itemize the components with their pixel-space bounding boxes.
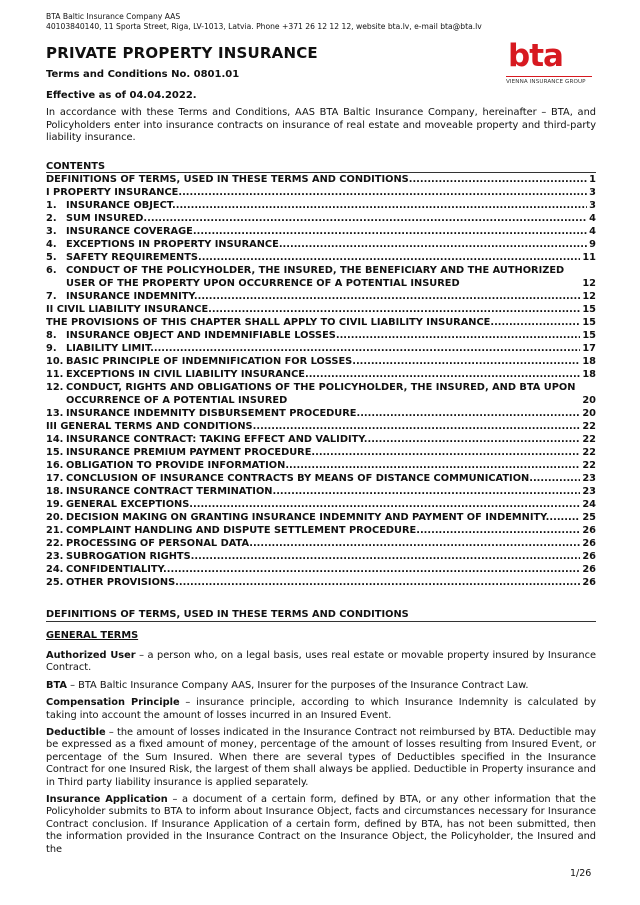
toc-entry-title: III GENERAL TERMS AND CONDITIONS bbox=[46, 421, 253, 432]
toc-leader-dots bbox=[494, 317, 580, 328]
definition-text: – a document of a certain form, defined by BTA, or any other information that the Policyholder submits to BTA to inform about Insurance Object, facts and circumstances necessary for Insurance Contract conclusion. If Insurance Application of a certain form, defined by BTA, has not been submitted, then the information provided in the Insurance Contract on the Insurance Object, the Policyholder, the Insured and the bbox=[46, 794, 596, 855]
toc-entry-number: 17. bbox=[46, 473, 64, 484]
toc-entry-page: 26 bbox=[582, 551, 596, 562]
toc-entry-title: SAFETY REQUIREMENTS bbox=[66, 252, 198, 263]
toc-leader-dots bbox=[253, 421, 581, 432]
toc-entry[interactable] bbox=[46, 199, 596, 212]
toc-entry[interactable] bbox=[46, 485, 596, 498]
toc-entry[interactable] bbox=[46, 446, 596, 459]
toc-leader-dots bbox=[163, 564, 580, 575]
toc-entry-page: 22 bbox=[582, 434, 596, 445]
toc-leader-dots bbox=[249, 538, 580, 549]
logo-divider bbox=[506, 76, 592, 77]
toc-entry-number: 25. bbox=[46, 577, 64, 588]
definition-text: – the amount of losses indicated in the Insurance Contract not reimbursed by BTA. Deductible may be expressed as a fixed amount of money, percentage of the amount of losses resulting from Insured Event, or percentage of the Sum Insured. When there are several types of Deductibles specified in the Insurance Contract for one Insured Risk, the largest of them shall always be applied. Deductible in Property insurance and in Third party liability insurance is applied separately. bbox=[46, 727, 596, 788]
toc-leader-dots bbox=[311, 447, 580, 458]
toc-entry-page: 22 bbox=[582, 460, 596, 471]
toc-leader-dots bbox=[178, 187, 587, 198]
toc-leader-dots bbox=[409, 174, 587, 185]
toc-entry[interactable] bbox=[46, 524, 596, 537]
toc-entry[interactable] bbox=[46, 537, 596, 550]
toc-entry-number: 16. bbox=[46, 460, 64, 471]
effective-date: Effective as of 04.04.2022. bbox=[46, 90, 197, 101]
toc-entry-number: 18. bbox=[46, 486, 64, 497]
toc-entry-page: 15 bbox=[582, 317, 596, 328]
toc-entry-page: 26 bbox=[582, 564, 596, 575]
toc-entry-title: BASIC PRINCIPLE OF INDEMNIFICATION FOR LOSSES bbox=[66, 356, 353, 367]
contents-heading: CONTENTS bbox=[46, 161, 106, 172]
toc-entry-page: 11 bbox=[582, 252, 596, 263]
toc-leader-dots bbox=[305, 369, 580, 380]
toc-entry-number: 19. bbox=[46, 499, 64, 510]
toc-leader-dots bbox=[272, 486, 580, 497]
toc-entry-title: COMPLAINT HANDLING AND DISPUTE SETTLEMENT PROCEDURE bbox=[66, 525, 417, 536]
toc-entry-number: 9. bbox=[46, 343, 57, 354]
toc-leader-dots bbox=[279, 239, 587, 250]
toc-entry-page: 24 bbox=[582, 499, 596, 510]
toc-entry[interactable] bbox=[46, 459, 596, 472]
toc-entry-page: 15 bbox=[582, 304, 596, 315]
toc-entry-number: 13. bbox=[46, 408, 64, 419]
toc-entry-number: 10. bbox=[46, 356, 64, 367]
toc-entry-page: 26 bbox=[582, 577, 596, 588]
toc-entry[interactable] bbox=[46, 563, 596, 576]
toc-entry-number: 5. bbox=[46, 252, 57, 263]
definition-term: Insurance Application bbox=[46, 794, 168, 806]
definition-paragraph bbox=[46, 680, 596, 692]
toc-leader-dots bbox=[191, 551, 581, 562]
toc-entry[interactable] bbox=[46, 251, 596, 264]
toc-entry-page: 25 bbox=[582, 512, 596, 523]
toc-entry-number: 6. bbox=[46, 265, 57, 276]
toc-entry-page: 4 bbox=[589, 213, 596, 224]
toc-entry-title: CONDUCT, RIGHTS AND OBLIGATIONS OF THE POLICYHOLDER, THE INSURED, AND BTA UPON OCCURRENCE OF A POTENTIAL INSURED bbox=[66, 382, 576, 406]
toc-entry-title: SUBROGATION RIGHTS bbox=[66, 551, 191, 562]
toc-entry-page: 12 bbox=[582, 278, 596, 289]
toc-entry[interactable] bbox=[46, 420, 596, 433]
toc-entry-title: INSURANCE COVERAGE bbox=[66, 226, 193, 237]
toc-entry[interactable] bbox=[46, 186, 596, 199]
toc-entry-page: 23 bbox=[582, 473, 596, 484]
definition-paragraph bbox=[46, 697, 596, 722]
toc-entry[interactable] bbox=[46, 550, 596, 563]
toc-entry-number: 11. bbox=[46, 369, 64, 380]
toc-entry-title: PROCESSING OF PERSONAL DATA bbox=[66, 538, 250, 549]
toc-leader-dots bbox=[356, 408, 580, 419]
definition-text: – BTA Baltic Insurance Company AAS, Insurer for the purposes of the Insurance Contract Law. bbox=[66, 679, 529, 691]
toc-entry-title: INSURANCE CONTRACT TERMINATION bbox=[66, 486, 273, 497]
toc-entry-title: CONDUCT OF THE POLICYHOLDER, THE INSURED, THE BENEFICIARY AND THE AUTHORIZED USER OF THE PROPERTY UPON OCCURRENCE OF A POTENTIAL INSURED bbox=[66, 265, 565, 289]
toc-entry-page: 20 bbox=[582, 395, 596, 406]
toc-leader-dots bbox=[336, 330, 581, 341]
toc-leader-dots bbox=[175, 577, 580, 588]
toc-entry[interactable] bbox=[46, 290, 596, 303]
toc-entry[interactable] bbox=[46, 576, 596, 589]
toc-entry[interactable] bbox=[46, 303, 596, 316]
toc-entry-title: THE PROVISIONS OF THIS CHAPTER SHALL APPLY TO CIVIL LIABILITY INSURANCE. bbox=[46, 317, 495, 328]
toc-entry[interactable] bbox=[46, 238, 596, 251]
toc-entry-page: 20 bbox=[582, 408, 596, 419]
logo-word: bta bbox=[508, 38, 563, 74]
toc-leader-dots bbox=[143, 213, 587, 224]
toc-entry-number: 12. bbox=[46, 382, 64, 393]
toc-entry-title: CONFIDENTIALITY bbox=[66, 564, 164, 575]
toc-entry-number: 4. bbox=[46, 239, 57, 250]
toc-entry-title: EXCEPTIONS IN PROPERTY INSURANCE bbox=[66, 239, 279, 250]
toc-entry-number: 15. bbox=[46, 447, 64, 458]
toc-entry[interactable] bbox=[46, 381, 596, 407]
toc-leader-dots bbox=[208, 304, 580, 315]
definitions-heading: DEFINITIONS OF TERMS, USED IN THESE TERMS AND CONDITIONS bbox=[46, 609, 596, 622]
toc-leader-dots bbox=[529, 473, 580, 484]
toc-entry-number: 1. bbox=[46, 200, 57, 211]
toc-entry-title: GENERAL EXCEPTIONS bbox=[66, 499, 190, 510]
table-of-contents bbox=[46, 172, 596, 589]
toc-entry-title: INSURANCE CONTRACT: TAKING EFFECT AND VALIDITY bbox=[66, 434, 364, 445]
toc-entry-page: 3 bbox=[589, 187, 596, 198]
general-terms-heading: GENERAL TERMS bbox=[46, 630, 139, 641]
toc-entry[interactable] bbox=[46, 225, 596, 238]
toc-entry-page: 17 bbox=[582, 343, 596, 354]
toc-entry-title: SUM INSURED bbox=[66, 213, 144, 224]
toc-entry-page: 22 bbox=[582, 421, 596, 432]
page-number: 1/26 bbox=[570, 868, 592, 879]
logo-group-text: VIENNA INSURANCE GROUP bbox=[506, 79, 586, 85]
toc-entry-page: 12 bbox=[582, 291, 596, 302]
toc-entry-title: DECISION MAKING ON GRANTING INSURANCE INDEMNITY AND PAYMENT OF INDEMNITY bbox=[66, 512, 546, 523]
toc-leader-dots bbox=[150, 343, 580, 354]
toc-entry-title: LIABILITY LIMIT bbox=[66, 343, 151, 354]
toc-entry-title: OBLIGATION TO PROVIDE INFORMATION bbox=[66, 460, 286, 471]
toc-leader-dots bbox=[189, 499, 580, 510]
toc-entry-page: 22 bbox=[582, 447, 596, 458]
page-title: PRIVATE PROPERTY INSURANCE bbox=[46, 44, 318, 62]
toc-entry-title: OTHER PROVISIONS bbox=[66, 577, 176, 588]
toc-leader-dots bbox=[172, 200, 587, 211]
toc-entry-title: INSURANCE PREMIUM PAYMENT PROCEDURE bbox=[66, 447, 312, 458]
definition-term: Deductible bbox=[46, 727, 106, 739]
toc-entry-number: 21. bbox=[46, 525, 64, 536]
toc-entry[interactable] bbox=[46, 368, 596, 381]
toc-leader-dots bbox=[193, 226, 587, 237]
toc-entry[interactable] bbox=[46, 407, 596, 420]
toc-entry-number: 8. bbox=[46, 330, 57, 341]
toc-entry-title: CONCLUSION OF INSURANCE CONTRACTS BY MEANS OF DISTANCE COMMUNICATION bbox=[66, 473, 530, 484]
toc-leader-dots bbox=[352, 356, 580, 367]
toc-entry[interactable] bbox=[46, 433, 596, 446]
toc-entry[interactable] bbox=[46, 511, 596, 524]
toc-entry[interactable] bbox=[46, 173, 596, 186]
toc-entry[interactable] bbox=[46, 316, 596, 329]
definition-term: BTA bbox=[46, 679, 67, 691]
toc-entry-number: 22. bbox=[46, 538, 64, 549]
toc-entry-title: INSURANCE INDEMNITY DISBURSEMENT PROCEDURE bbox=[66, 408, 357, 419]
toc-entry-page: 18 bbox=[582, 369, 596, 380]
toc-entry-number: 7. bbox=[46, 291, 57, 302]
definitions-list bbox=[46, 650, 596, 861]
toc-entry-page: 26 bbox=[582, 525, 596, 536]
definition-text: – insurance principle, according to which Insurance Indemnity is calculated by taking into account the amount of losses incurred in an Insured Event. bbox=[46, 697, 596, 721]
toc-entry-number: 23. bbox=[46, 551, 64, 562]
toc-entry-number: 20. bbox=[46, 512, 64, 523]
toc-entry-title: EXCEPTIONS IN CIVIL LIABILITY INSURANCE bbox=[66, 369, 305, 380]
toc-entry-number: 14. bbox=[46, 434, 64, 445]
toc-leader-dots bbox=[198, 252, 580, 263]
definition-paragraph bbox=[46, 650, 596, 675]
toc-entry-page: 18 bbox=[582, 356, 596, 367]
toc-leader-dots bbox=[546, 512, 581, 523]
toc-entry-title: DEFINITIONS OF TERMS, USED IN THESE TERMS AND CONDITIONS bbox=[46, 174, 409, 185]
toc-entry[interactable] bbox=[46, 472, 596, 485]
intro-paragraph: In accordance with these Terms and Conditions, AAS BTA Baltic Insurance Company, hereinafter – BTA, and Policyholders enter into insurance contracts on insurance of real estate and moveable property and third-party liability insurance. bbox=[46, 107, 596, 143]
toc-entry-title: I PROPERTY INSURANCE bbox=[46, 187, 179, 198]
toc-leader-dots bbox=[364, 434, 581, 445]
toc-leader-dots bbox=[285, 460, 580, 471]
toc-entry[interactable] bbox=[46, 264, 596, 290]
toc-entry[interactable] bbox=[46, 329, 596, 342]
toc-entry-page: 15 bbox=[582, 330, 596, 341]
terms-number: Terms and Conditions No. 0801.01 bbox=[46, 69, 240, 80]
toc-entry-page: 26 bbox=[582, 538, 596, 549]
toc-entry-number: 3. bbox=[46, 226, 57, 237]
toc-entry[interactable] bbox=[46, 342, 596, 355]
toc-leader-dots bbox=[416, 525, 580, 536]
toc-entry-page: 3 bbox=[589, 200, 596, 211]
toc-entry[interactable] bbox=[46, 355, 596, 368]
toc-entry[interactable] bbox=[46, 498, 596, 511]
toc-entry-number: 24. bbox=[46, 564, 64, 575]
toc-entry-page: 4 bbox=[589, 226, 596, 237]
toc-entry-title: INSURANCE OBJECT bbox=[66, 200, 172, 211]
toc-entry-page: 23 bbox=[582, 486, 596, 497]
company-name: BTA Baltic Insurance Company AAS bbox=[46, 12, 181, 21]
toc-leader-dots bbox=[194, 291, 580, 302]
bta-logo bbox=[506, 38, 592, 92]
toc-entry-page: 1 bbox=[589, 174, 596, 185]
definition-paragraph bbox=[46, 727, 596, 789]
toc-entry-number: 2. bbox=[46, 213, 57, 224]
definition-paragraph bbox=[46, 794, 596, 856]
toc-entry-title: II CIVIL LIABILITY INSURANCE bbox=[46, 304, 209, 315]
definition-term: Compensation Principle bbox=[46, 697, 180, 709]
definition-text: – a person who, on a legal basis, uses real estate or movable property insured by Insurance Contract. bbox=[46, 650, 596, 674]
toc-entry-title: INSURANCE OBJECT AND INDEMNIFIABLE LOSSES bbox=[66, 330, 336, 341]
toc-entry[interactable] bbox=[46, 212, 596, 225]
definition-term: Authorized User bbox=[46, 650, 136, 661]
toc-entry-title: INSURANCE INDEMNITY bbox=[66, 291, 194, 302]
company-address: 40103840140, 11 Sporta Street, Riga, LV-1013, Latvia. Phone +371 26 12 12 12, website bta.lv, e-mail bta@bta.lv bbox=[46, 22, 482, 31]
toc-entry-page: 9 bbox=[589, 239, 596, 250]
